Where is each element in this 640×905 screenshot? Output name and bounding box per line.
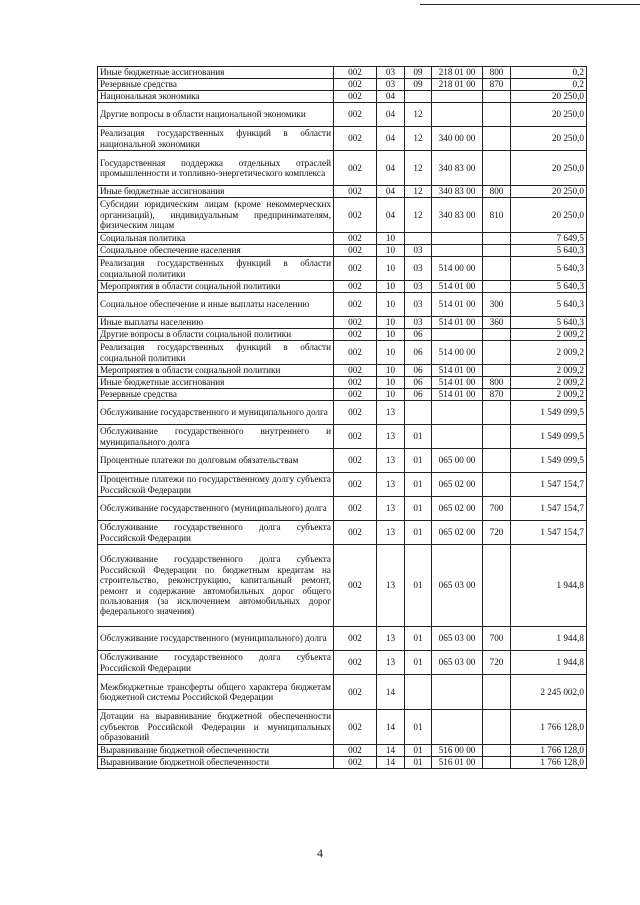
- row-section-code: 10: [377, 293, 405, 317]
- row-name: Обслуживание государственного внутреннего и муниципального долга: [98, 425, 334, 449]
- row-admin-code: 002: [334, 377, 377, 389]
- row-amount: 2 009,2: [511, 341, 587, 365]
- row-target-code: 065 02 00: [432, 497, 483, 521]
- table-row: [98, 389, 587, 401]
- row-section-code: 10: [377, 365, 405, 377]
- row-subsection-code: 01: [405, 745, 432, 757]
- row-subsection-code: 06: [405, 329, 432, 341]
- row-target-code: 218 01 00: [432, 67, 483, 79]
- row-admin-code: 002: [334, 425, 377, 449]
- row-name: Резервные средства: [98, 389, 334, 401]
- row-subsection-code: [405, 401, 432, 425]
- row-subsection-code: 03: [405, 317, 432, 329]
- table-row: [98, 233, 587, 245]
- row-name: Выравнивание бюджетной обеспеченности: [98, 745, 334, 757]
- row-target-code: 340 83 00: [432, 151, 483, 186]
- row-name: Процентные платежи по государственному долгу субъекта Российской Федерации: [98, 473, 334, 497]
- table-row: [98, 341, 587, 365]
- row-target-code: [432, 329, 483, 341]
- row-subsection-code: 09: [405, 79, 432, 91]
- row-name: Мероприятия в области социальной политики: [98, 365, 334, 377]
- row-expense-type-code: [483, 425, 511, 449]
- row-amount: 2 009,2: [511, 329, 587, 341]
- row-amount: 20 250,0: [511, 198, 587, 233]
- row-expense-type-code: 800: [483, 186, 511, 198]
- row-subsection-code: [405, 675, 432, 710]
- row-name: Обслуживание государственного долга субъекта Российской Федерации по бюджетным кредитам на строительство, реконструкцию, капитальный ремонт, ремонт и содержание автомобильных дорог общего пользования (за исключением автомобильных дорог федерального значения): [98, 545, 334, 627]
- row-target-code: 340 00 00: [432, 127, 483, 151]
- row-subsection-code: 03: [405, 281, 432, 293]
- table-row: [98, 521, 587, 545]
- row-section-code: 04: [377, 127, 405, 151]
- row-section-code: 10: [377, 233, 405, 245]
- row-expense-type-code: [483, 329, 511, 341]
- row-expense-type-code: [483, 757, 511, 769]
- row-target-code: [432, 401, 483, 425]
- row-name: Процентные платежи по долговым обязательствам: [98, 449, 334, 473]
- row-target-code: 065 03 00: [432, 627, 483, 651]
- row-amount: 1 766 128,0: [511, 757, 587, 769]
- row-name: Иные выплаты населению: [98, 317, 334, 329]
- row-admin-code: 002: [334, 341, 377, 365]
- row-admin-code: 002: [334, 365, 377, 377]
- row-section-code: 10: [377, 377, 405, 389]
- table-row: [98, 401, 587, 425]
- row-admin-code: 002: [334, 91, 377, 103]
- row-expense-type-code: [483, 545, 511, 627]
- row-name: Обслуживание государственного долга субъекта Российской Федерации: [98, 651, 334, 675]
- row-section-code: 13: [377, 473, 405, 497]
- row-target-code: 340 83 00: [432, 186, 483, 198]
- row-subsection-code: 01: [405, 425, 432, 449]
- row-subsection-code: 01: [405, 651, 432, 675]
- row-section-code: 13: [377, 497, 405, 521]
- row-amount: 1 549 099,5: [511, 425, 587, 449]
- row-admin-code: 002: [334, 449, 377, 473]
- row-expense-type-code: 360: [483, 317, 511, 329]
- row-expense-type-code: 700: [483, 497, 511, 521]
- row-amount: 20 250,0: [511, 151, 587, 186]
- row-subsection-code: 06: [405, 341, 432, 365]
- row-name: Реализация государственных функций в области социальной политики: [98, 341, 334, 365]
- table-row: [98, 425, 587, 449]
- row-expense-type-code: [483, 365, 511, 377]
- row-subsection-code: 03: [405, 245, 432, 257]
- row-admin-code: 002: [334, 401, 377, 425]
- row-expense-type-code: [483, 257, 511, 281]
- row-name: Мероприятия в области социальной политики: [98, 281, 334, 293]
- row-admin-code: 002: [334, 127, 377, 151]
- table-row: [98, 317, 587, 329]
- row-target-code: [432, 425, 483, 449]
- row-admin-code: 002: [334, 389, 377, 401]
- table-row: [98, 449, 587, 473]
- budget-table-body: [98, 67, 587, 769]
- budget-table: [97, 66, 587, 769]
- row-expense-type-code: 810: [483, 198, 511, 233]
- row-admin-code: 002: [334, 745, 377, 757]
- row-name: Другие вопросы в области социальной политики: [98, 329, 334, 341]
- row-expense-type-code: 870: [483, 79, 511, 91]
- row-section-code: 13: [377, 449, 405, 473]
- row-target-code: 065 03 00: [432, 545, 483, 627]
- row-target-code: 514 01 00: [432, 377, 483, 389]
- row-subsection-code: 12: [405, 186, 432, 198]
- row-amount: 2 009,2: [511, 365, 587, 377]
- row-subsection-code: 03: [405, 257, 432, 281]
- row-section-code: 10: [377, 245, 405, 257]
- row-expense-type-code: [483, 281, 511, 293]
- row-name: Обслуживание государственного долга субъекта Российской Федерации: [98, 521, 334, 545]
- row-expense-type-code: [483, 745, 511, 757]
- row-target-code: 514 01 00: [432, 389, 483, 401]
- row-amount: 1 549 099,5: [511, 449, 587, 473]
- table-row: [98, 293, 587, 317]
- row-admin-code: 002: [334, 281, 377, 293]
- table-row: [98, 103, 587, 127]
- row-amount: 20 250,0: [511, 91, 587, 103]
- table-row: [98, 377, 587, 389]
- row-name: Реализация государственных функций в области социальной политики: [98, 257, 334, 281]
- row-name: Дотации на выравнивание бюджетной обеспеченности субъектов Российской Федерации и муниципальных образований: [98, 710, 334, 745]
- row-subsection-code: 03: [405, 293, 432, 317]
- row-subsection-code: 06: [405, 365, 432, 377]
- row-section-code: 10: [377, 281, 405, 293]
- row-target-code: 514 01 00: [432, 317, 483, 329]
- row-subsection-code: 06: [405, 377, 432, 389]
- row-section-code: 10: [377, 389, 405, 401]
- row-expense-type-code: [483, 91, 511, 103]
- row-amount: 5 640,3: [511, 293, 587, 317]
- row-amount: 1 766 128,0: [511, 745, 587, 757]
- row-name: Резервные средства: [98, 79, 334, 91]
- row-amount: 1 766 128,0: [511, 710, 587, 745]
- row-admin-code: 002: [334, 186, 377, 198]
- row-name: Социальное обеспечение и иные выплаты населению: [98, 293, 334, 317]
- table-row: [98, 127, 587, 151]
- row-subsection-code: 12: [405, 198, 432, 233]
- row-subsection-code: 06: [405, 389, 432, 401]
- row-section-code: 13: [377, 627, 405, 651]
- row-expense-type-code: [483, 449, 511, 473]
- table-row: [98, 329, 587, 341]
- row-admin-code: 002: [334, 497, 377, 521]
- row-amount: 5 640,3: [511, 317, 587, 329]
- row-target-code: [432, 710, 483, 745]
- row-target-code: [432, 245, 483, 257]
- row-admin-code: 002: [334, 233, 377, 245]
- row-expense-type-code: 720: [483, 521, 511, 545]
- row-subsection-code: 01: [405, 545, 432, 627]
- row-name: Национальная экономика: [98, 91, 334, 103]
- table-row: [98, 710, 587, 745]
- row-expense-type-code: [483, 675, 511, 710]
- row-admin-code: 002: [334, 257, 377, 281]
- row-amount: 20 250,0: [511, 186, 587, 198]
- row-admin-code: 002: [334, 198, 377, 233]
- table-row: [98, 545, 587, 627]
- row-name: Государственная поддержка отдельных отраслей промышленности и топливно-энергетического комплекса: [98, 151, 334, 186]
- table-row: [98, 757, 587, 769]
- top-rule: [420, 4, 640, 5]
- table-row: [98, 151, 587, 186]
- row-expense-type-code: 870: [483, 389, 511, 401]
- row-name: Обслуживание государственного (муниципального) долга: [98, 627, 334, 651]
- row-target-code: [432, 103, 483, 127]
- row-section-code: 10: [377, 329, 405, 341]
- table-row: [98, 245, 587, 257]
- row-subsection-code: 12: [405, 151, 432, 186]
- row-name: Социальная политика: [98, 233, 334, 245]
- row-subsection-code: 12: [405, 127, 432, 151]
- row-section-code: 10: [377, 317, 405, 329]
- row-target-code: [432, 233, 483, 245]
- row-section-code: 14: [377, 710, 405, 745]
- table-row: [98, 627, 587, 651]
- row-section-code: 13: [377, 545, 405, 627]
- row-admin-code: 002: [334, 293, 377, 317]
- row-amount: 0,2: [511, 67, 587, 79]
- row-expense-type-code: 800: [483, 377, 511, 389]
- row-target-code: 516 01 00: [432, 757, 483, 769]
- table-row: [98, 198, 587, 233]
- row-expense-type-code: 300: [483, 293, 511, 317]
- row-section-code: 04: [377, 103, 405, 127]
- row-section-code: 13: [377, 651, 405, 675]
- row-target-code: 065 03 00: [432, 651, 483, 675]
- row-name: Субсидии юридическим лицам (кроме некоммерческих организаций), индивидуальным предпринимателям, физическим лицам: [98, 198, 334, 233]
- row-target-code: 514 01 00: [432, 365, 483, 377]
- row-admin-code: 002: [334, 245, 377, 257]
- row-target-code: 065 02 00: [432, 521, 483, 545]
- row-amount: 1 547 154,7: [511, 521, 587, 545]
- row-admin-code: 002: [334, 103, 377, 127]
- row-admin-code: 002: [334, 473, 377, 497]
- row-expense-type-code: [483, 341, 511, 365]
- row-target-code: 340 83 00: [432, 198, 483, 233]
- row-expense-type-code: [483, 401, 511, 425]
- row-admin-code: 002: [334, 710, 377, 745]
- row-amount: 20 250,0: [511, 103, 587, 127]
- row-subsection-code: [405, 233, 432, 245]
- row-amount: 1 547 154,7: [511, 473, 587, 497]
- row-amount: 5 640,3: [511, 245, 587, 257]
- row-section-code: 13: [377, 401, 405, 425]
- row-target-code: 065 02 00: [432, 473, 483, 497]
- row-expense-type-code: 800: [483, 67, 511, 79]
- row-section-code: 13: [377, 425, 405, 449]
- row-section-code: 10: [377, 257, 405, 281]
- row-amount: 5 640,3: [511, 281, 587, 293]
- row-subsection-code: 01: [405, 497, 432, 521]
- row-target-code: 065 00 00: [432, 449, 483, 473]
- row-subsection-code: 01: [405, 627, 432, 651]
- table-row: [98, 473, 587, 497]
- row-amount: 1 944,8: [511, 545, 587, 627]
- row-section-code: 03: [377, 79, 405, 91]
- row-section-code: 03: [377, 67, 405, 79]
- row-section-code: 04: [377, 91, 405, 103]
- row-amount: 0,2: [511, 79, 587, 91]
- row-expense-type-code: 700: [483, 627, 511, 651]
- row-name: Иные бюджетные ассигнования: [98, 186, 334, 198]
- row-admin-code: 002: [334, 329, 377, 341]
- row-name: Другие вопросы в области национальной экономики: [98, 103, 334, 127]
- row-section-code: 10: [377, 341, 405, 365]
- row-name: Социальное обеспечение населения: [98, 245, 334, 257]
- row-admin-code: 002: [334, 757, 377, 769]
- row-name: Выравнивание бюджетной обеспеченности: [98, 757, 334, 769]
- row-amount: 1 944,8: [511, 627, 587, 651]
- row-name: Реализация государственных функций в области национальной экономики: [98, 127, 334, 151]
- row-expense-type-code: [483, 103, 511, 127]
- row-name: Межбюджетные трансферты общего характера бюджетам бюджетной системы Российской Федерации: [98, 675, 334, 710]
- row-expense-type-code: [483, 473, 511, 497]
- row-subsection-code: 01: [405, 710, 432, 745]
- row-amount: 1 944,8: [511, 651, 587, 675]
- row-section-code: 04: [377, 198, 405, 233]
- row-subsection-code: 01: [405, 449, 432, 473]
- table-row: [98, 651, 587, 675]
- row-target-code: [432, 675, 483, 710]
- row-section-code: 13: [377, 521, 405, 545]
- table-row: [98, 79, 587, 91]
- row-amount: 2 009,2: [511, 377, 587, 389]
- row-amount: 2 245 002,0: [511, 675, 587, 710]
- row-subsection-code: 01: [405, 521, 432, 545]
- table-row: [98, 675, 587, 710]
- row-name: Обслуживание государственного и муниципального долга: [98, 401, 334, 425]
- row-admin-code: 002: [334, 675, 377, 710]
- row-section-code: 04: [377, 151, 405, 186]
- row-target-code: 514 01 00: [432, 281, 483, 293]
- table-row: [98, 67, 587, 79]
- row-admin-code: 002: [334, 79, 377, 91]
- row-expense-type-code: [483, 245, 511, 257]
- row-target-code: 514 00 00: [432, 341, 483, 365]
- row-admin-code: 002: [334, 521, 377, 545]
- row-amount: 7 649,5: [511, 233, 587, 245]
- row-expense-type-code: 720: [483, 651, 511, 675]
- row-target-code: 514 00 00: [432, 257, 483, 281]
- table-row: [98, 91, 587, 103]
- row-section-code: 14: [377, 757, 405, 769]
- row-target-code: 514 01 00: [432, 293, 483, 317]
- row-amount: 20 250,0: [511, 127, 587, 151]
- row-amount: 1 547 154,7: [511, 497, 587, 521]
- row-subsection-code: 01: [405, 473, 432, 497]
- table-row: [98, 365, 587, 377]
- row-admin-code: 002: [334, 627, 377, 651]
- table-row: [98, 281, 587, 293]
- row-amount: 2 009,2: [511, 389, 587, 401]
- page-number: 4: [317, 846, 323, 860]
- table-row: [98, 745, 587, 757]
- row-name: Обслуживание государственного (муниципального) долга: [98, 497, 334, 521]
- row-amount: 5 640,3: [511, 257, 587, 281]
- row-section-code: 14: [377, 675, 405, 710]
- row-expense-type-code: [483, 233, 511, 245]
- row-admin-code: 002: [334, 67, 377, 79]
- row-target-code: 218 01 00: [432, 79, 483, 91]
- row-section-code: 14: [377, 745, 405, 757]
- row-subsection-code: 01: [405, 757, 432, 769]
- row-admin-code: 002: [334, 151, 377, 186]
- row-amount: 1 549 099,5: [511, 401, 587, 425]
- table-row: [98, 186, 587, 198]
- row-subsection-code: [405, 91, 432, 103]
- table-row: [98, 497, 587, 521]
- row-subsection-code: 09: [405, 67, 432, 79]
- row-admin-code: 002: [334, 317, 377, 329]
- row-subsection-code: 12: [405, 103, 432, 127]
- row-name: Иные бюджетные ассигнования: [98, 377, 334, 389]
- row-target-code: [432, 91, 483, 103]
- table-row: [98, 257, 587, 281]
- row-name: Иные бюджетные ассигнования: [98, 67, 334, 79]
- row-target-code: 516 00 00: [432, 745, 483, 757]
- row-expense-type-code: [483, 151, 511, 186]
- row-expense-type-code: [483, 710, 511, 745]
- row-section-code: 04: [377, 186, 405, 198]
- row-expense-type-code: [483, 127, 511, 151]
- row-admin-code: 002: [334, 545, 377, 627]
- row-admin-code: 002: [334, 651, 377, 675]
